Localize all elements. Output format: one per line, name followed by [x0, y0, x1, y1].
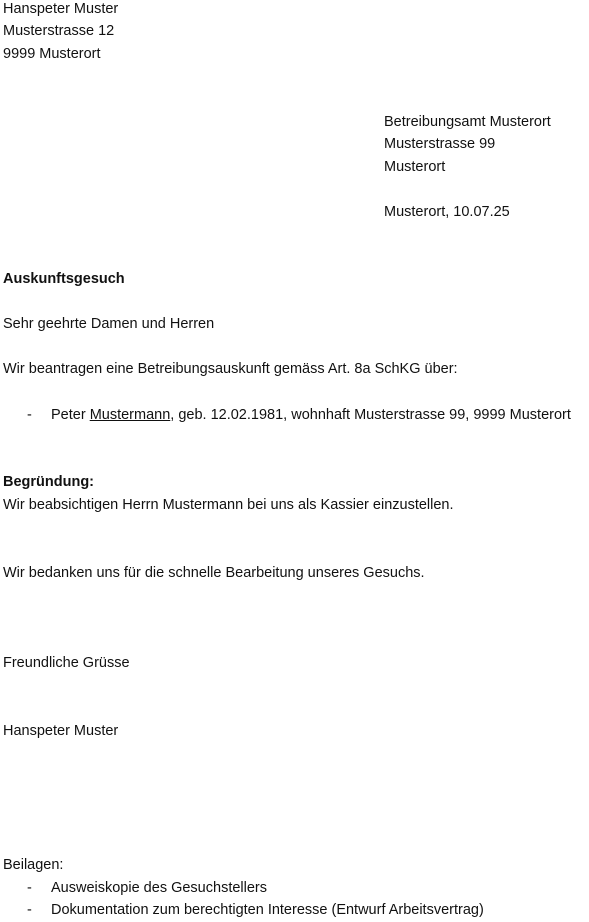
list-dash: -: [27, 407, 32, 423]
reason-heading: Begründung:: [3, 474, 95, 490]
attachments-heading: Beilagen:: [3, 857, 64, 873]
request-intro: Wir beantragen eine Betreibungsauskunft gemäss Art. 8a SchKG über:: [3, 361, 458, 377]
list-dash: -: [27, 880, 32, 896]
sender-city: 9999 Musterort: [3, 46, 101, 62]
list-dash: -: [27, 902, 32, 918]
reason-text: Wir beabsichtigen Herrn Mustermann bei uns als Kassier einzustellen.: [3, 497, 454, 513]
salutation: Sehr geehrte Damen und Herren: [3, 316, 215, 332]
subject-heading: Auskunftsgesuch: [3, 271, 125, 287]
attachment-text: Dokumentation zum berechtigten Interesse (Entwurf Arbeitsvertrag): [51, 902, 484, 918]
person-details: , geb. 12.02.1981, wohnhaft Musterstrasse 99, 9999 Musterort: [170, 407, 571, 423]
person-last-name: Mustermann: [89, 407, 171, 423]
subject-person-item: [0, 404, 589, 427]
recipient-city: Musterort: [384, 159, 446, 175]
sender-name: Hanspeter Muster: [3, 1, 119, 17]
subject-person-text: [51, 404, 571, 427]
date-line: Musterort, 10.07.25: [384, 204, 510, 220]
attachment-item: [0, 899, 589, 922]
attachment-text: Ausweiskopie des Gesuchstellers: [51, 880, 267, 896]
attachment-item: [0, 877, 589, 900]
recipient-street: Musterstrasse 99: [384, 136, 496, 152]
person-first-name: Peter: [51, 407, 90, 423]
thanks-text: Wir bedanken uns für die schnelle Bearbeitung unseres Gesuchs.: [3, 565, 425, 581]
sender-street: Musterstrasse 12: [3, 23, 115, 39]
signature: Hanspeter Muster: [3, 723, 119, 739]
recipient-name: Betreibungsamt Musterort: [384, 114, 551, 130]
closing: Freundliche Grüsse: [3, 655, 130, 671]
